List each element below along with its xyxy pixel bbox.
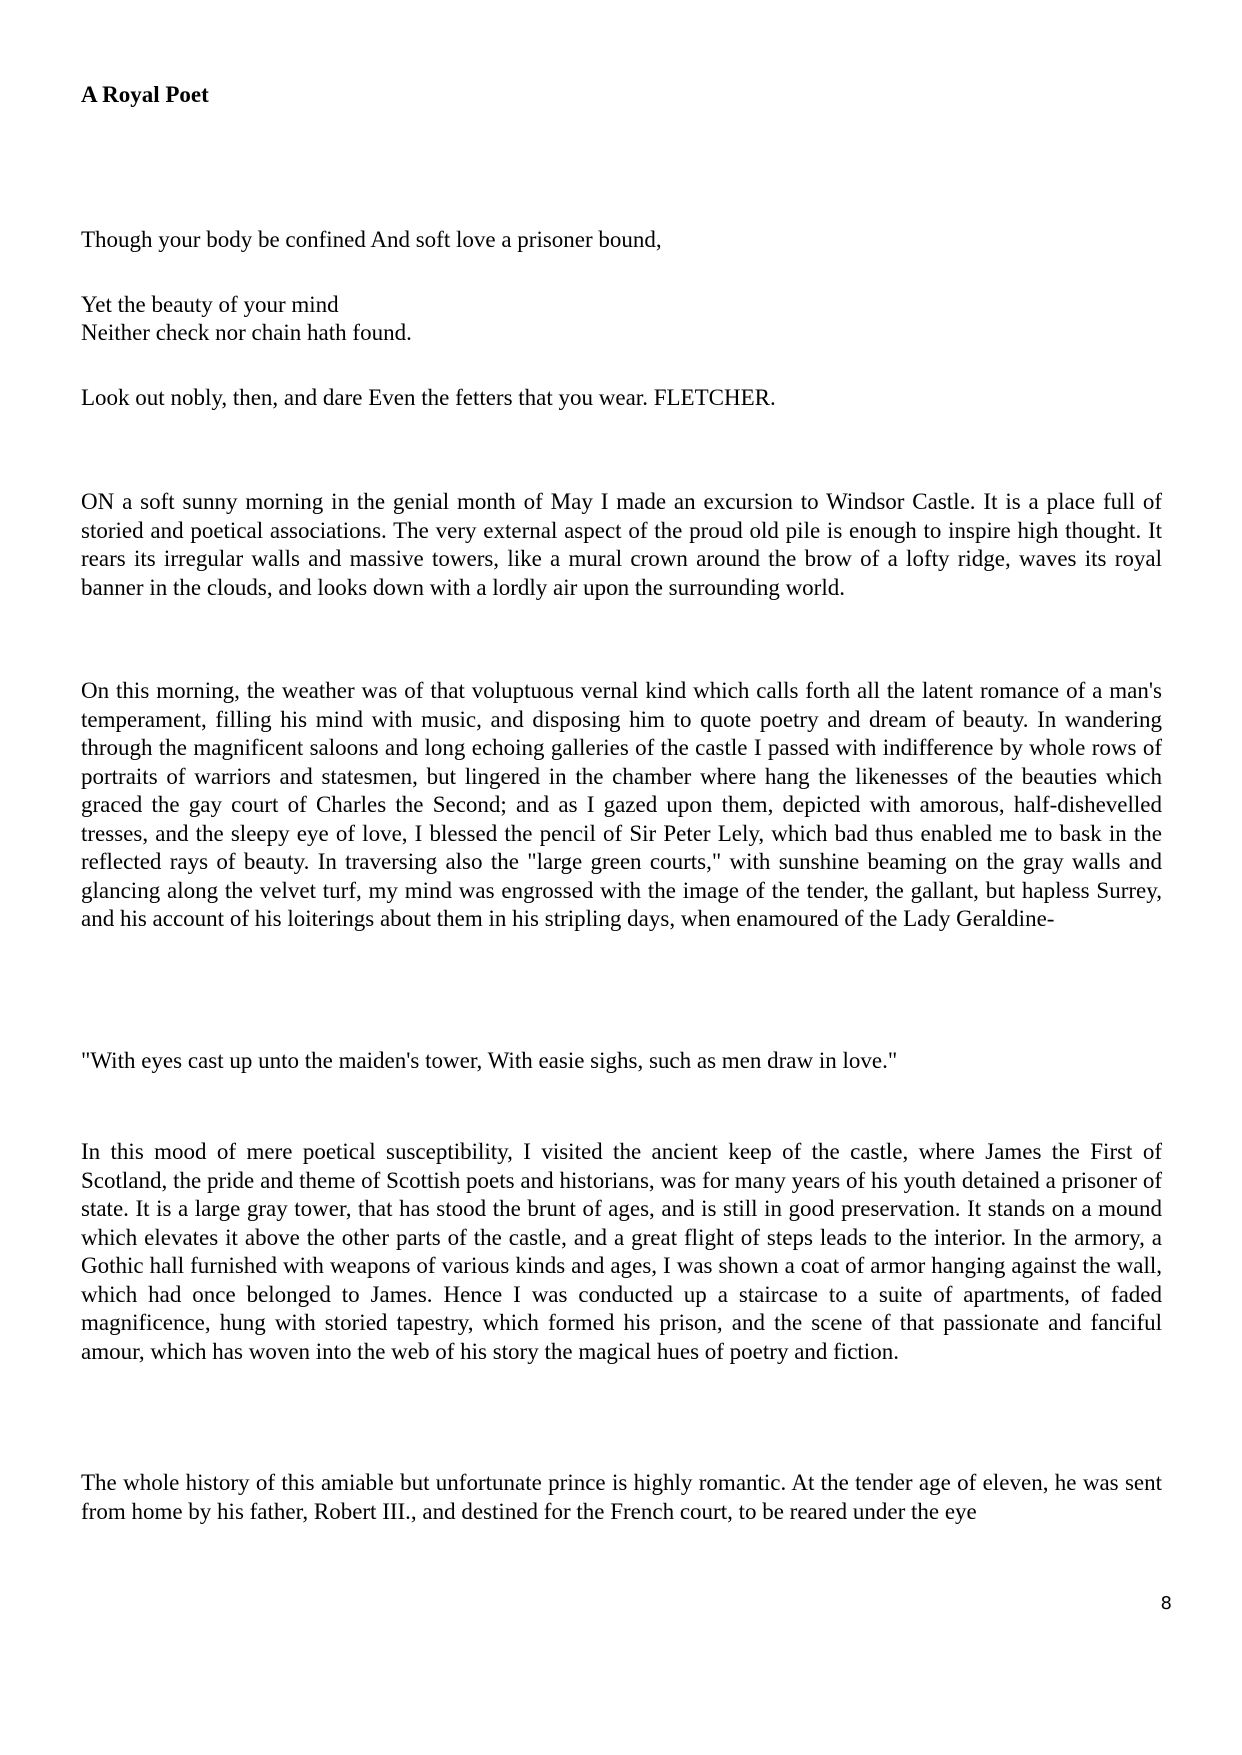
epigraph-line-4: Look out nobly, then, and dare Even the fetters that you wear. FLETCHER. <box>81 385 776 410</box>
paragraph-1: ON a soft sunny morning in the genial month of May I made an excursion to Windsor Castle. It is a place full of storied and poetical associations. The very external aspect of the proud old pile is enough to inspire high thought. It rears its irregular walls and massive towers, like a mural crown around the brow of a lofty ridge, waves its royal banner in the clouds, and looks down with a lordly air upon the surrounding world. <box>81 489 1162 600</box>
paragraph-5: The whole history of this amiable but unfortunate prince is highly romantic. At the tender age of eleven, he was sent from home by his father, Robert III., and destined for the French court, to be reared under the eye <box>81 1470 1162 1524</box>
paragraph-3-quote: "With eyes cast up unto the maiden's tower, With easie sighs, such as men draw in love." <box>81 1048 898 1073</box>
epigraph-line-2: Yet the beauty of your mind <box>81 292 339 317</box>
document-title: A Royal Poet <box>81 82 209 107</box>
epigraph-line-3: Neither check nor chain hath found. <box>81 320 412 345</box>
paragraph-4: In this mood of mere poetical susceptibility, I visited the ancient keep of the castle, where James the First of Scotland, the pride and theme of Scottish poets and historians, was for many years of his youth detained a prisoner of state. It is a large gray tower, that has stood the brunt of ages, and is still in good preservation. It stands on a mound which elevates it above the other parts of the castle, and a great flight of steps leads to the interior. In the armory, a Gothic hall furnished with weapons of various kinds and ages, I was shown a coat of armor hanging against the wall, which had once belonged to James. Hence I was conducted up a staircase to a suite of apartments, of faded magnificence, hung with storied tapestry, which formed his prison, and the scene of that passionate and fanciful amour, which has woven into the web of his story the magical hues of poetry and fiction. <box>81 1139 1162 1364</box>
paragraph-2: On this morning, the weather was of that voluptuous vernal kind which calls forth all the latent romance of a man's temperament, filling his mind with music, and disposing him to quote poetry and dream of beauty. In wandering through the magnificent saloons and long echoing galleries of the castle I passed with indifference by whole rows of portraits of warriors and statesmen, but lingered in the chamber where hang the likenesses of the beauties which graced the gay court of Charles the Second; and as I gazed upon them, depicted with amorous, half-dishevelled tresses, and the sleepy eye of love, I blessed the pencil of Sir Peter Lely, which bad thus enabled me to bask in the reflected rays of beauty. In traversing also the "large green courts," with sunshine beaming on the gray walls and glancing along the velvet turf, my mind was engrossed with the image of the tender, the gallant, but hapless Surrey, and his account of his loiterings about them in his stripling days, when enamoured of the Lady Geraldine- <box>81 678 1162 931</box>
page-number: 8 <box>1160 1593 1172 1614</box>
epigraph-line-1: Though your body be confined And soft love a prisoner bound, <box>81 227 662 252</box>
